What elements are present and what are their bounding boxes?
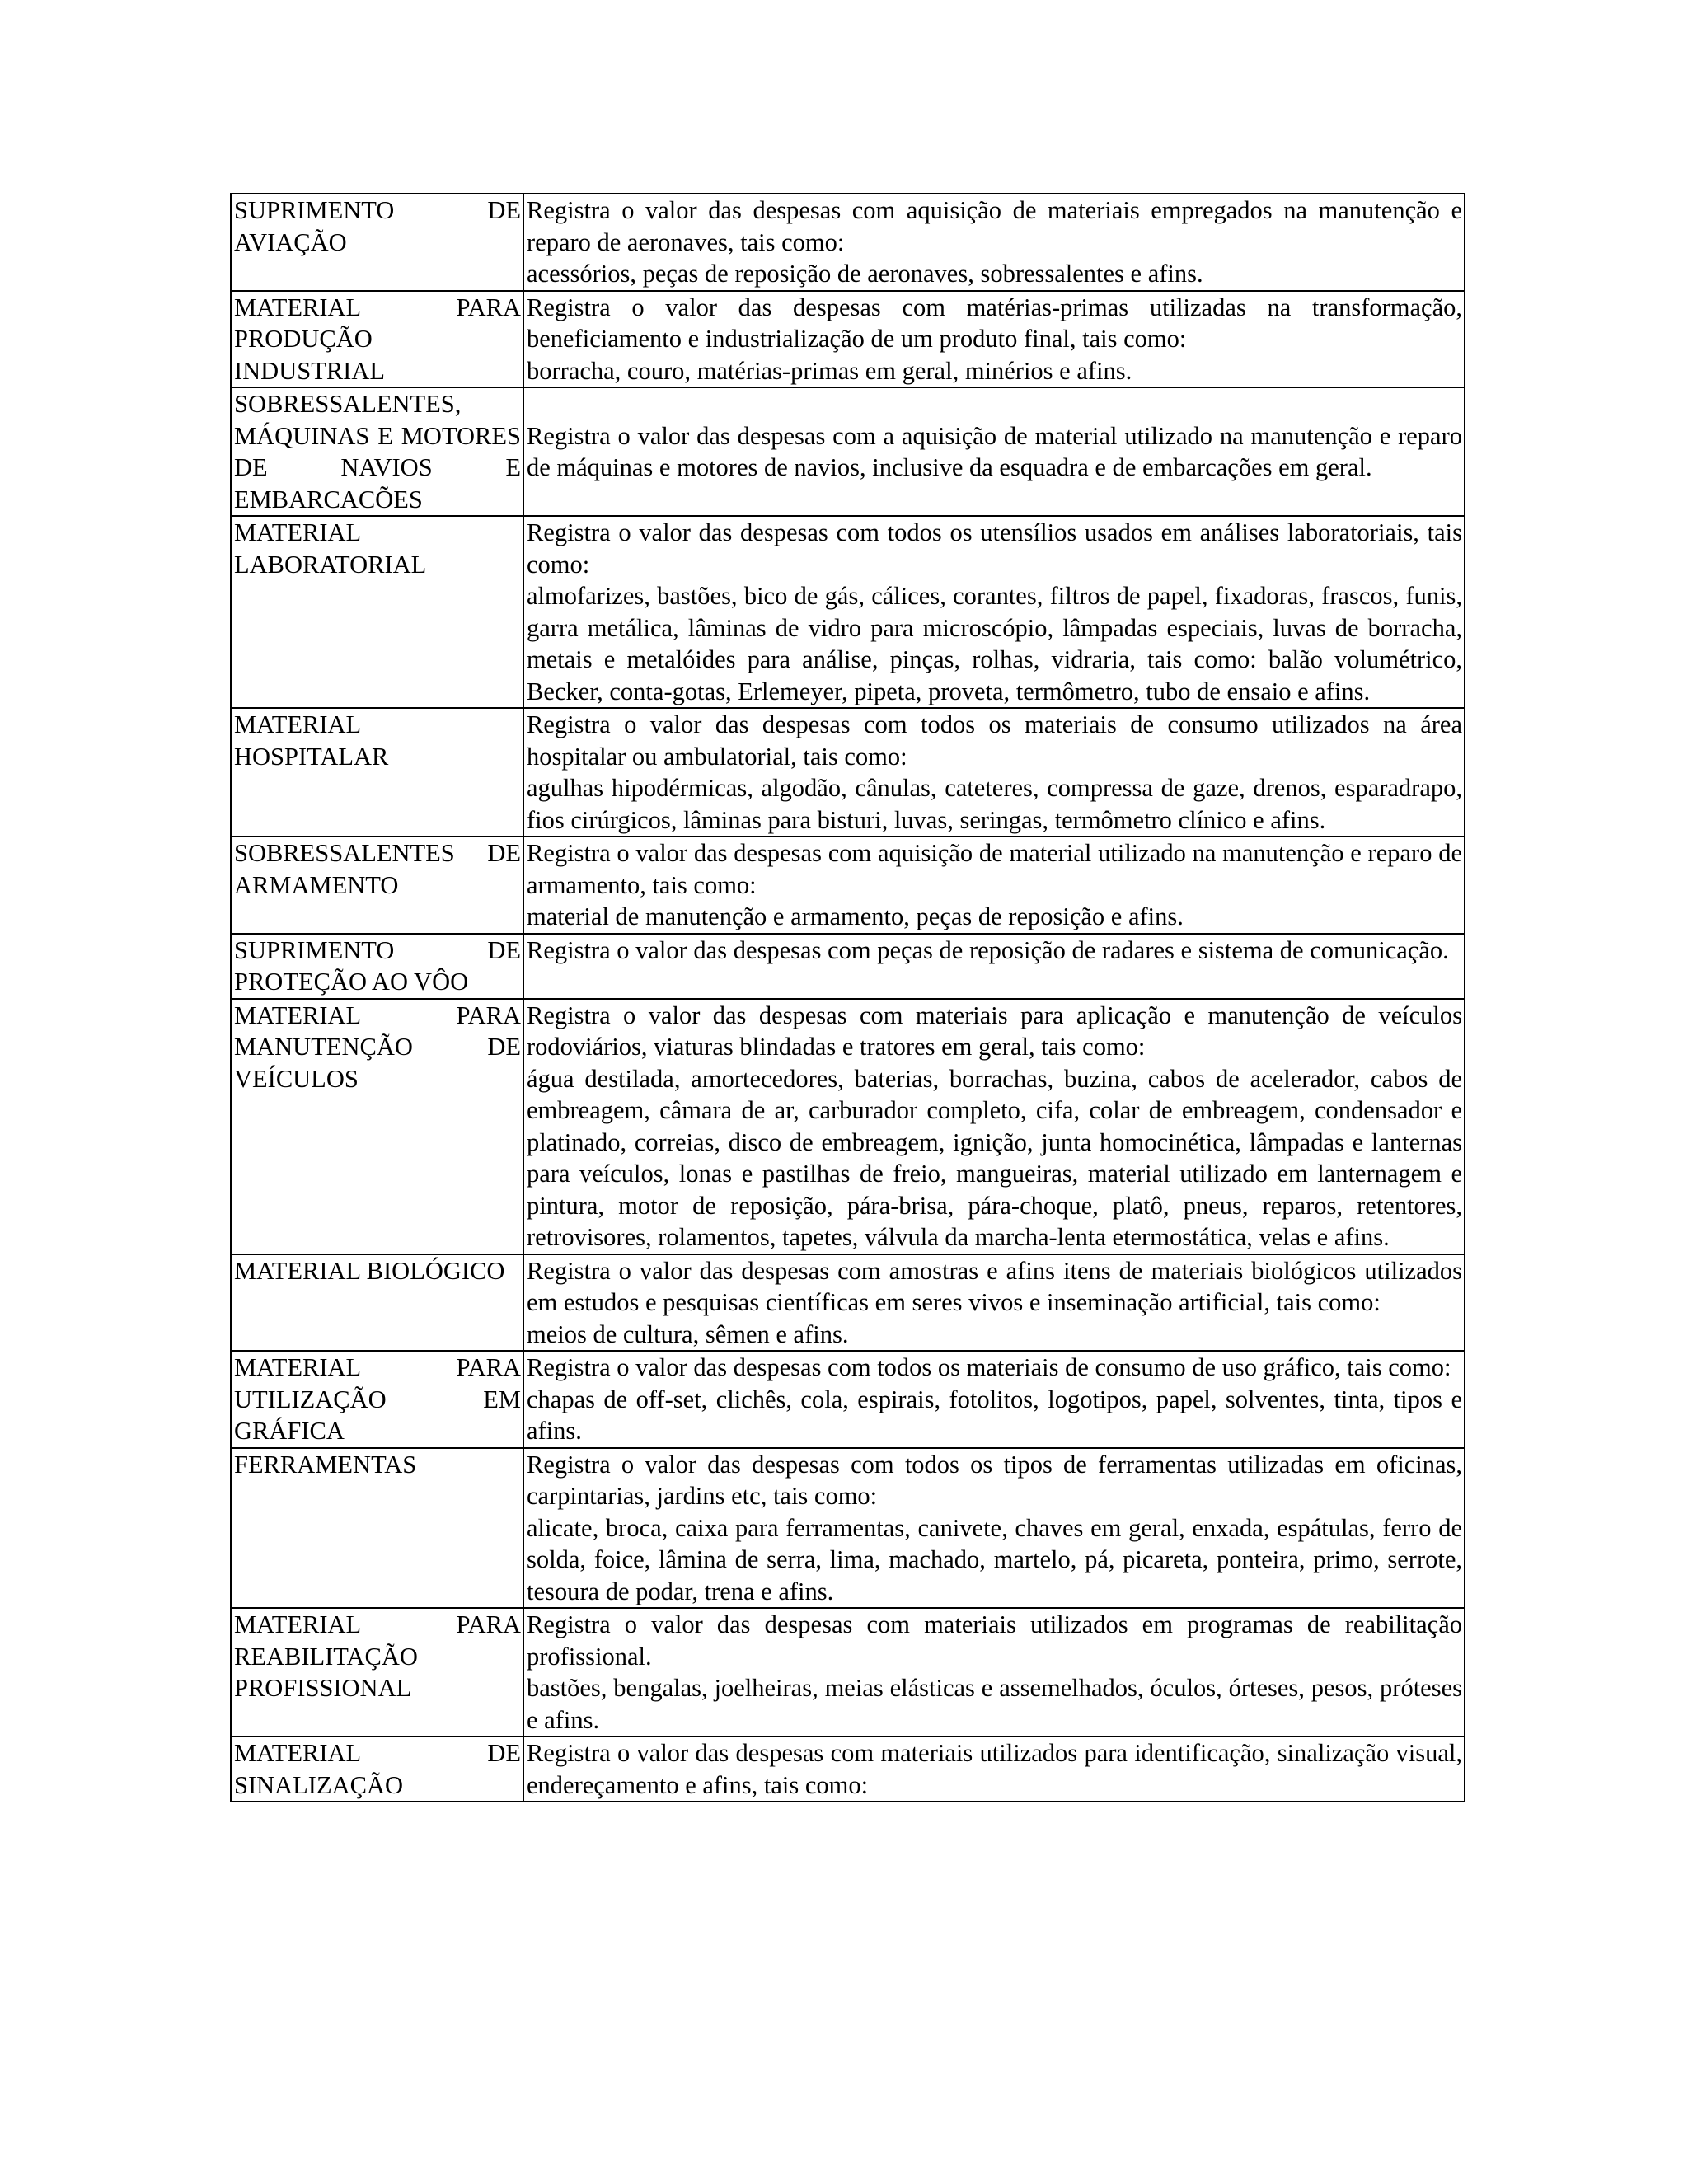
row-items: meios de cultura, sêmen e afins. bbox=[527, 1319, 849, 1348]
row-description bbox=[523, 1448, 1465, 1609]
row-term: SOBRESSALENTES DE ARMAMENTO bbox=[231, 837, 523, 934]
table-row bbox=[231, 1736, 1465, 1802]
row-items: agulhas hipodérmicas, algodão, cânulas, cateteres, compressa de gaze, drenos, esparadrapo, fios cirúrgicos, lâminas para bisturi, luvas, seringas, termômetro clínico e afins. bbox=[527, 774, 1462, 834]
row-description bbox=[523, 1351, 1465, 1448]
row-description bbox=[523, 1608, 1465, 1736]
row-intro: Registra o valor das despesas com materiais utilizados para identificação, sinalização visual, endereçamento e afins, tais como: bbox=[527, 1739, 1462, 1799]
row-term: MATERIAL PARA MANUTENÇÃO DE VEÍCULOS bbox=[231, 999, 523, 1254]
row-intro: Registra o valor das despesas com peças de reposição de radares e sistema de comunicação. bbox=[527, 935, 1449, 964]
row-term: SUPRIMENTO DE PROTEÇÃO AO VÔO bbox=[231, 934, 523, 999]
row-intro: Registra o valor das despesas com aquisição de material utilizado na manutenção e reparo de armamento, tais como: bbox=[527, 839, 1462, 899]
row-intro: Registra o valor das despesas com a aquisição de material utilizado na manutenção e reparo de máquinas e motores de navios, inclusive da esquadra e de embarcações em geral. bbox=[527, 421, 1462, 481]
row-term: MATERIAL PARA REABILITAÇÃO PROFISSIONAL bbox=[231, 1608, 523, 1736]
row-description bbox=[523, 999, 1465, 1254]
row-items: alicate, broca, caixa para ferramentas, canivete, chaves em geral, enxada, espátulas, ferro de solda, foice, lâmina de serra, lima, machado, martelo, pá, picareta, ponteira, primo, serrote, tesoura de podar, trena e afins. bbox=[527, 1513, 1462, 1605]
row-items: almofarizes, bastões, bico de gás, cálices, corantes, filtros de papel, fixadoras, frascos, funis, garra metálica, lâminas de vidro para microscópio, lâmpadas especiais, luvas de borracha, metais e metalóides para análise, pinças, rolhas, vidraria, tais como: balão volumétrico, Becker, conta-gotas, Erlemeyer, pipeta, proveta, termômetro, tubo de ensaio e afins. bbox=[527, 582, 1462, 705]
expense-classification-table bbox=[230, 193, 1465, 1802]
row-items: água destilada, amortecedores, baterias, borrachas, buzina, cabos de acelerador, cabos de embreagem, câmara de ar, carburador completo, cifa, colar de embreagem, condensador e platinado, correias, disco de embreagem, ignição, junta homocinética, lâmpadas e lanternas para veículos, lonas e pastilhas de freio, mangueiras, material utilizado em lanternagem e pintura, motor de reposição, pára-brisa, pára-choque, platô, pneus, reparos, retentores, retrovisores, rolamentos, tapetes, válvula da marcha-lenta etermostática, velas e afins. bbox=[527, 1064, 1462, 1251]
row-items: chapas de off-set, clichês, cola, espirais, fotolitos, logotipos, papel, solventes, tinta, tipos e afins. bbox=[527, 1385, 1462, 1445]
row-intro: Registra o valor das despesas com materiais utilizados em programas de reabilitação profissional. bbox=[527, 1610, 1462, 1671]
row-intro: Registra o valor das despesas com matérias-primas utilizadas na transformação, beneficiamento e industrialização de um produto final, tais como: bbox=[527, 293, 1462, 353]
row-term: SOBRESSALENTES, MÁQUINAS E MOTORES DE NAVIOS E EMBARCACÕES bbox=[231, 387, 523, 516]
row-description bbox=[523, 516, 1465, 708]
row-description bbox=[523, 1254, 1465, 1352]
row-term: MATERIAL PARA UTILIZAÇÃO EM GRÁFICA bbox=[231, 1351, 523, 1448]
row-description bbox=[523, 194, 1465, 291]
row-term: MATERIAL PARA PRODUÇÃO INDUSTRIAL bbox=[231, 291, 523, 388]
row-intro: Registra o valor das despesas com amostras e afins itens de materiais biológicos utilizados em estudos e pesquisas científicas em seres vivos e inseminação artificial, tais como: bbox=[527, 1256, 1462, 1316]
row-intro: Registra o valor das despesas com aquisição de materiais empregados na manutenção e reparo de aeronaves, tais como: bbox=[527, 196, 1462, 256]
row-term: FERRAMENTAS bbox=[231, 1448, 523, 1609]
row-description bbox=[523, 837, 1465, 934]
row-intro: Registra o valor das despesas com todos os tipos de ferramentas utilizadas em oficinas, carpintarias, jardins etc, tais como: bbox=[527, 1450, 1462, 1510]
row-items: material de manutenção e armamento, peças de reposição e afins. bbox=[527, 902, 1184, 930]
row-term: MATERIAL DE SINALIZAÇÃO bbox=[231, 1736, 523, 1802]
table-row bbox=[231, 837, 1465, 934]
table-row bbox=[231, 708, 1465, 837]
table-row bbox=[231, 1254, 1465, 1352]
row-term: MATERIAL HOSPITALAR bbox=[231, 708, 523, 837]
table-row bbox=[231, 999, 1465, 1254]
row-intro: Registra o valor das despesas com todos os utensílios usados em análises laboratoriais, tais como: bbox=[527, 518, 1462, 579]
table-row bbox=[231, 1608, 1465, 1736]
row-description bbox=[523, 1736, 1465, 1802]
row-term: SUPRIMENTO DE AVIAÇÃO bbox=[231, 194, 523, 291]
table-row bbox=[231, 1351, 1465, 1448]
table-row bbox=[231, 516, 1465, 708]
table-row bbox=[231, 194, 1465, 291]
table-row bbox=[231, 291, 1465, 388]
row-intro: Registra o valor das despesas com materiais para aplicação e manutenção de veículos rodoviários, viaturas blindadas e tratores em geral, tais como: bbox=[527, 1001, 1462, 1061]
row-items: acessórios, peças de reposição de aeronaves, sobressalentes e afins. bbox=[527, 260, 1203, 288]
row-term: MATERIAL BIOLÓGICO bbox=[231, 1254, 523, 1352]
row-intro: Registra o valor das despesas com todos os materiais de consumo de uso gráfico, tais como: bbox=[527, 1353, 1451, 1381]
row-description bbox=[523, 934, 1465, 999]
row-items: bastões, bengalas, joelheiras, meias elásticas e assemelhados, óculos, órteses, pesos, próteses e afins. bbox=[527, 1674, 1462, 1734]
row-description bbox=[523, 708, 1465, 837]
table-row bbox=[231, 387, 1465, 516]
row-items: borracha, couro, matérias-primas em geral, minérios e afins. bbox=[527, 356, 1132, 385]
row-description bbox=[523, 387, 1465, 516]
spacer bbox=[527, 388, 1462, 420]
row-description bbox=[523, 291, 1465, 388]
row-intro: Registra o valor das despesas com todos os materiais de consumo utilizados na área hospitalar ou ambulatorial, tais como: bbox=[527, 710, 1462, 771]
row-term: MATERIAL LABORATORIAL bbox=[231, 516, 523, 708]
table-row bbox=[231, 1448, 1465, 1609]
table-row bbox=[231, 934, 1465, 999]
